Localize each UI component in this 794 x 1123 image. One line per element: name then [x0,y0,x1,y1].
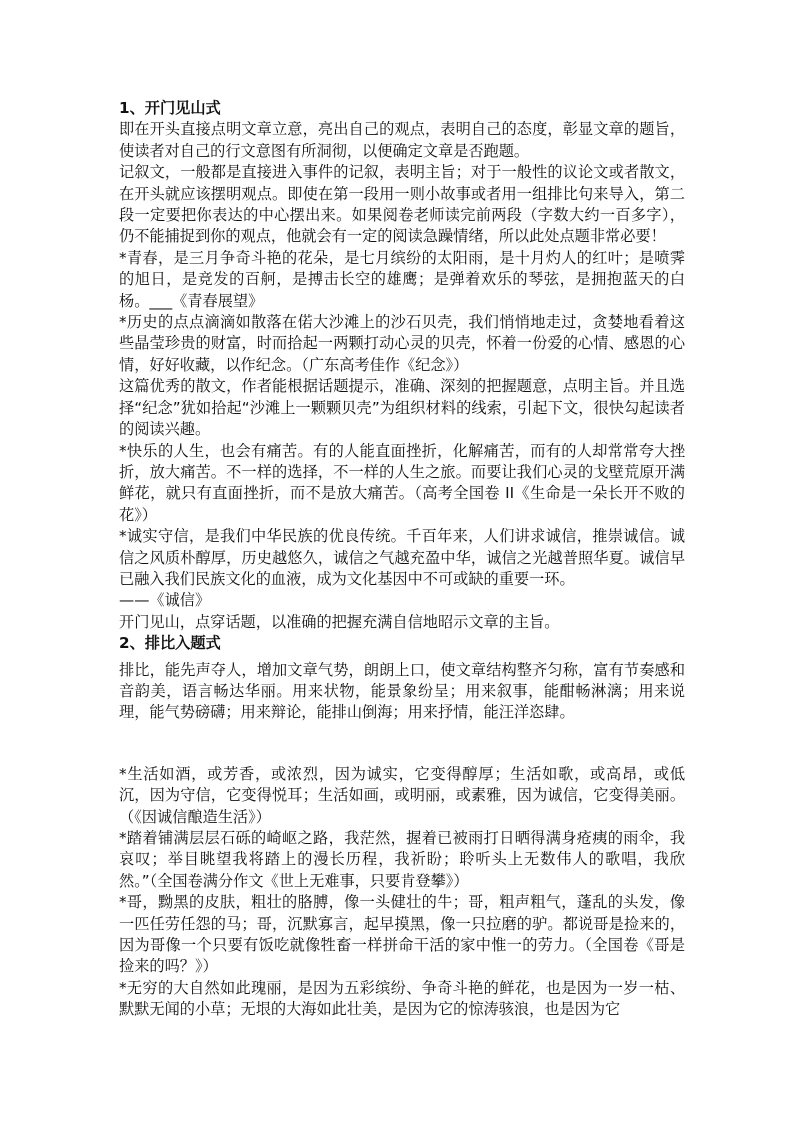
section-1-summary: 开门见山，点穿话题，以准确的把握充满自信地昭示文章的主旨。 [119,612,560,631]
document-page [119,98,685,1021]
section-2-example-road: *踏着铺满层层石砾的崎岖之路，我茫然，握着已被雨打日晒得满身疮痍的雨伞，我哀叹；举目眺望我将踏上的漫长历程，我祈盼；聆听头上无数伟人的歌唱，我欣然。”（全国卷满分作文《世上无难事，只要肯登攀》） [119,829,685,890]
section-1-example-integrity: *诚实守信，是我们中华民族的优良传统。千百年来，人们讲求诚信，推崇诚信。诚信之风质朴醇厚，历史越悠久，诚信之气越充盈中华，诚信之光越普照华夏。诚信早已融入我们民族文化的血液，成为文化基因中不可或缺的重要一环。 [119,527,685,588]
section-1-commentary: 这篇优秀的散文，作者能根据话题提示，准确、深刻的把握题意，点明主旨。并且选择“纪念”犹如拾起“沙滩上一颗颗贝壳”为组织材料的线索，引起下文，很快勾起读者的阅读兴趣。 [119,377,685,439]
section-2-example-life: *生活如酒，或芳香，或浓烈，因为诚实，它变得醇厚；生活如歌，或高昂，或低沉，因为守信，它变得悦耳；生活如画，或明丽，或素雅，因为诚信，它变得美丽。（《因诚信酿造生活》） [119,764,685,826]
section-1-heading: 1、开门见山式 [119,99,221,117]
section-1-paragraph-definition: 即在开头直接点明文章立意，亮出自己的观点，表明自己的态度，彰显文章的题旨，使读者对自己的行文意图有所洞彻，以便确定文章是否跑题。 [119,120,685,160]
section-2-example-brother: *哥，黝黑的皮肤，粗壮的胳膊，像一头健壮的牛；哥，粗声粗气，蓬乱的头发，像一匹任劳任怨的马；哥，沉默寡言，起早摸黑，像一只拉磨的驴。都说哥是捡来的，因为哥像一个只要有饭吃就像牲畜一样拼命干活的家中惟一的劳力。（全国卷《哥是捡来的吗？》） [119,893,685,976]
section-1-example-youth: *青春，是三月争奇斗艳的花朵，是七月缤纷的太阳雨，是十月灼人的红叶；是喷霁的旭日，是竞发的百舸，是搏击长空的雄鹰；是弹着欢乐的琴弦，是拥抱蓝天的白杨。___《青春展望》 [119,248,685,310]
section-1-paragraph-explanation: 记叙文，一般都是直接进入事件的记叙，表明主旨；对于一般性的议论文或者散文，在开头就应该摆明观点。即使在第一段用一则小故事或者用一组排比句来导入，第二段一定要把你表达的中心摆出来。如果阅卷老师读完前两段（字数大约一百多字），仍不能捕捉到你的观点，他就会有一定的阅读急躁情绪，所以此处点题非常必要！ [119,163,685,246]
spacer [119,724,685,764]
section-1-example-happy-life: *快乐的人生，也会有痛苦。有的人能直面挫折，化解痛苦，而有的人却常常夸大挫折，放大痛苦。不一样的选择，不一样的人生之旅。而要让我们心灵的戈壁荒原开满鲜花，就只有直面挫折，而不是放大痛苦。（高考全国卷 II《生命是一朵长开不败的花》） [119,441,685,524]
section-2-example-nature: *无穷的大自然如此瑰丽，是因为五彩缤纷、争奇斗艳的鲜花，也是因为一岁一枯、默默无闻的小草；无垠的大海如此壮美，是因为它的惊涛骇浪，也是因为它 [119,978,685,1019]
section-2-intro: 排比，能先声夺人，增加文章气势，朗朗上口，使文章结构整齐匀称，富有节奏感和音韵美，语言畅达华丽。用来状物，能景象纷呈；用来叙事，能酣畅淋漓；用来说理，能气势磅礴；用来辩论，能排山倒海；用来抒情，能汪洋恣肆。 [119,660,685,722]
section-1-source-integrity: ——《诚信》 [119,591,211,610]
section-2-heading: 2、排比入题式 [119,634,221,653]
section-1-example-history: *历史的点点滴滴如散落在偌大沙滩上的沙石贝壳，我们悄悄地走过，贪婪地看着这些晶莹珍贵的财富，时而拾起一两颗打动心灵的贝壳，怀着一份爱的心情、感恩的心情，好好收藏，以作纪念。（广东高考佳作《纪念》） [119,313,685,374]
